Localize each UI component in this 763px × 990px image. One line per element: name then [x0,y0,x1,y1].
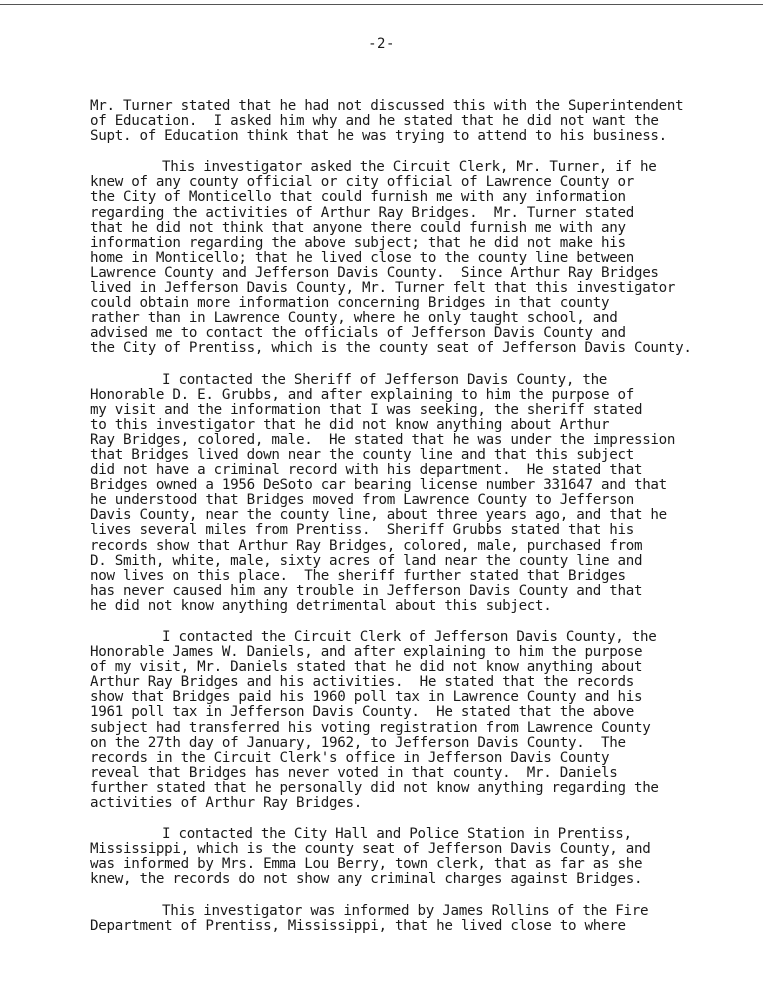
text-line: Ray Bridges, colored, male. He stated that he was under the impression [90,431,676,448]
text-line: Davis County, near the county line, about three years ago, and that he [90,507,667,524]
text-line: Arthur Ray Bridges and his activities. He stated that the records [90,674,634,691]
text-line: reveal that Bridges has never voted in that county. Mr. Daniels [90,764,618,781]
text-line: Honorable D. E. Grubbs, and after explaining to him the purpose of [90,386,634,403]
text-line: I contacted the City Hall and Police Station in Prentiss, [162,826,632,843]
text-line: knew, the records do not show any criminal charges against Bridges. [90,871,643,888]
text-line: knew of any county official or city official of Lawrence County or [90,174,634,191]
text-line: regarding the activities of Arthur Ray Bridges. Mr. Turner stated [90,204,634,221]
text-line: that Bridges lived down near the county line and that this subject [90,446,634,463]
text-line: now lives on this place. The sheriff further stated that Bridges [90,567,626,584]
text-line: Bridges owned a 1956 DeSoto car bearing license number 331647 and that [90,477,667,494]
text-line: I contacted the Sheriff of Jefferson Davis County, the [162,371,608,388]
text-line: subject had transferred his voting registration from Lawrence County [90,719,651,736]
text-line: of my visit, Mr. Daniels stated that he did not know anything about [90,659,643,676]
text-line: Mississippi, which is the county seat of Jefferson Davis County, and [90,841,651,858]
paragraph [90,630,755,811]
text-line: that he did not think that anyone there could furnish me with any [90,219,626,236]
text-line: has never caused him any trouble in Jefferson Davis County and that [90,582,643,599]
paragraph [90,160,755,356]
text-line: D. Smith, white, male, sixty acres of land near the county line and [90,552,643,569]
text-line: he understood that Bridges moved from Lawrence County to Jefferson [90,492,634,509]
top-rule [0,4,763,5]
text-line: lives several miles from Prentiss. Sheriff Grubbs stated that his [90,522,634,539]
text-line: Department of Prentiss, Mississippi, that he lived close to where [90,917,626,934]
text-line: This investigator asked the Circuit Clerk, Mr. Turner, if he [162,159,657,176]
text-line: he did not know anything detrimental about this subject. [90,597,552,614]
text-line: 1961 poll tax in Jefferson Davis County. He stated that the above [90,704,634,721]
text-line: Mr. Turner stated that he had not discussed this with the Superintendent [90,98,684,114]
text-line: information regarding the above subject; that he did not make his [90,234,626,251]
text-line: to this investigator that he did not know anything about Arthur [90,416,610,433]
page-number: -2- [368,36,395,52]
text-line: Lawrence County and Jefferson Davis County. Since Arthur Ray Bridges [90,264,659,281]
paragraph [90,904,755,934]
text-line: the City of Monticello that could furnish me with any information [90,189,626,206]
text-line: I contacted the Circuit Clerk of Jefferson Davis County, the [162,629,657,645]
text-line: Supt. of Education think that he was trying to attend to his business. [90,128,667,145]
text-line: could obtain more information concerning Bridges in that county [90,295,610,312]
text-line: activities of Arthur Ray Bridges. [90,795,362,812]
text-line: on the 27th day of January, 1962, to Jefferson Davis County. The [90,734,626,751]
text-line: my visit and the information that I was seeking, the sheriff stated [90,401,643,418]
text-line: further stated that he personally did not know anything regarding the [90,779,659,796]
text-line: home in Monticello; that he lived close to the county line between [90,249,634,266]
text-line: advised me to contact the officials of Jefferson Davis County and [90,325,626,342]
text-line: rather than in Lawrence County, where he only taught school, and [90,310,618,327]
paragraph [90,373,755,615]
text-line: did not have a criminal record with his department. He stated that [90,462,643,479]
text-line: the City of Prentiss, which is the county seat of Jefferson Davis County. [90,340,692,357]
text-line: lived in Jefferson Davis County, Mr. Turner felt that this investigator [90,280,676,297]
text-line: was informed by Mrs. Emma Lou Berry, town clerk, that as far as she [90,856,643,873]
text-line: records show that Arthur Ray Bridges, colored, male, purchased from [90,537,643,554]
text-line: This investigator was informed by James Rollins of the Fire [162,902,649,919]
text-line: records in the Circuit Clerk's office in Jefferson Davis County [90,749,610,766]
text-line: Honorable James W. Daniels, and after explaining to him the purpose [90,644,643,661]
paragraph [90,827,755,887]
paragraph [90,99,755,144]
text-line: of Education. I asked him why and he stated that he did not want the [90,113,659,130]
document-body [90,99,755,950]
text-line: show that Bridges paid his 1960 poll tax in Lawrence County and his [90,689,643,706]
